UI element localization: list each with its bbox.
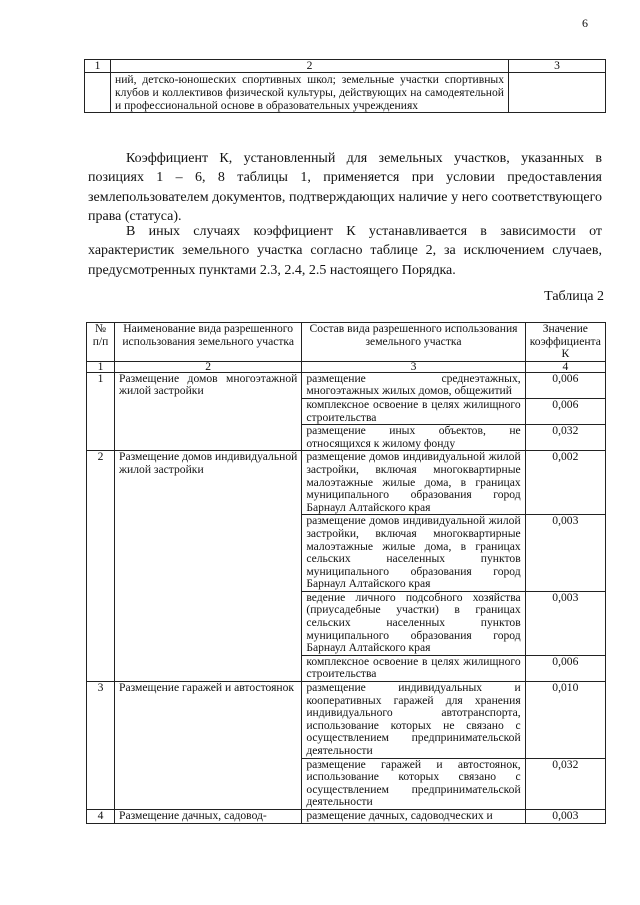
table-row bbox=[85, 73, 606, 113]
column-number: 1 bbox=[87, 361, 115, 372]
page-number: 6 bbox=[582, 16, 588, 30]
continuation-table bbox=[84, 59, 606, 113]
use-type-name: Размещение дачных, садовод- bbox=[115, 809, 302, 823]
table-header-row bbox=[85, 60, 606, 73]
use-composition: комплексное освоение в целях жилищного строительства bbox=[302, 655, 525, 681]
paragraph-coefficient-conditions: Коэффициент К, установленный для земельных участков, указанных в позициях 1 – 6, 8 таблицы 1, применяется при условии предоставления землепользователем документов, подтверждающих наличие у него соответствующего права (статуса). bbox=[88, 151, 602, 224]
coefficient-value: 0,010 bbox=[525, 682, 605, 759]
use-type-name: Размещение гаражей и автостоянок bbox=[115, 682, 302, 810]
table-row bbox=[87, 682, 606, 759]
header-cell: № п/п bbox=[87, 323, 115, 362]
column-number: 2 bbox=[115, 361, 302, 372]
coefficient-value: 0,006 bbox=[525, 398, 605, 424]
use-composition: размещение домов индивидуальной жилой застройки, включая многоквартирные малоэтажные жилые дома, в границах сельских населенных пунктов муниципального образования город Барнаул Алтайского края bbox=[302, 515, 525, 592]
table-caption: Таблица 2 bbox=[544, 289, 604, 304]
table-header-row bbox=[87, 323, 606, 362]
row-number: 2 bbox=[87, 451, 115, 682]
coefficient-table bbox=[86, 322, 606, 824]
use-composition: размещение иных объектов, не относящихся к жилому фонду bbox=[302, 425, 525, 451]
header-cell: Наименование вида разрешенного использования земельного участка bbox=[115, 323, 302, 362]
header-cell: 2 bbox=[111, 60, 509, 73]
paragraph-other-cases: В иных случаях коэффициент К устанавливается в зависимости от характеристик земельного участка согласно таблице 2, за исключением случаев, предусмотренных пунктами 2.3, 2.4, 2.5 настоящего Порядка. bbox=[88, 224, 602, 278]
coefficient-value: 0,003 bbox=[525, 809, 605, 823]
coefficient-value: 0,032 bbox=[525, 758, 605, 809]
coefficient-value: 0,002 bbox=[525, 451, 605, 515]
row-number: 3 bbox=[87, 682, 115, 810]
use-composition: размещение гаражей и автостоянок, использование которых связано с осуществлением предпринимательской деятельности bbox=[302, 758, 525, 809]
header-cell: Значение коэффициента К bbox=[525, 323, 605, 362]
row-number: 1 bbox=[87, 372, 115, 451]
use-type-name: Размещение домов индивидуальной жилой застройки bbox=[115, 451, 302, 682]
use-composition: комплексное освоение в целях жилищного строительства bbox=[302, 398, 525, 424]
use-type-name: Размещение домов многоэтажной жилой застройки bbox=[115, 372, 302, 451]
coefficient-value: 0,003 bbox=[525, 515, 605, 592]
header-cell: 3 bbox=[509, 60, 606, 73]
header-cell: Состав вида разрешенного использования земельного участка bbox=[302, 323, 525, 362]
table-row bbox=[87, 809, 606, 823]
table-cell: ний, детско-юношеских спортивных школ; земельные участки спортивных клубов и коллективов физической культуры, действующих на самодеятельной и профессиональной основе в образовательных учреждениях bbox=[111, 73, 509, 113]
header-cell: 1 bbox=[85, 60, 111, 73]
coefficient-value: 0,006 bbox=[525, 372, 605, 398]
table-row bbox=[87, 372, 606, 398]
use-composition: размещение среднеэтажных, многоэтажных жилых домов, общежитий bbox=[302, 372, 525, 398]
coefficient-value: 0,003 bbox=[525, 591, 605, 655]
use-composition: размещение домов индивидуальной жилой застройки, включая многоквартирные малоэтажные жилые дома, в границах муниципального образования город Барнаул Алтайского края bbox=[302, 451, 525, 515]
row-number: 4 bbox=[87, 809, 115, 823]
table-cell bbox=[509, 73, 606, 113]
table-cell bbox=[85, 73, 111, 113]
use-composition: размещение дачных, садоводческих и bbox=[302, 809, 525, 823]
use-composition: ведение личного подсобного хозяйства (приусадебные участки) в границах сельских населенных пунктов муниципального образования город Барнаул Алтайского края bbox=[302, 591, 525, 655]
coefficient-value: 0,032 bbox=[525, 425, 605, 451]
column-number: 3 bbox=[302, 361, 525, 372]
coefficient-value: 0,006 bbox=[525, 655, 605, 681]
column-number: 4 bbox=[525, 361, 605, 372]
use-composition: размещение индивидуальных и кооперативных гаражей для хранения индивидуального автотранспорта, использование которых не связано с осуществлением предпринимательской деятельности bbox=[302, 682, 525, 759]
table-row bbox=[87, 451, 606, 515]
column-number-row bbox=[87, 361, 606, 372]
